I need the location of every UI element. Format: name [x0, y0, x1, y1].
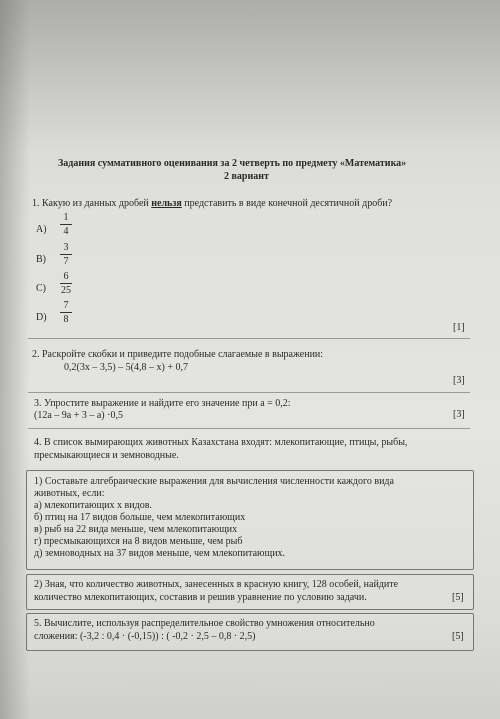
q1-option-c-label: C) [36, 283, 46, 294]
q4-part1-line1: 1) Составьте алгебраические выражения для вычисления численности каждого вида [34, 476, 394, 487]
q1-option-b-fraction [58, 242, 74, 267]
q1-text-after: представить в виде конечной десятичной дроби? [184, 198, 393, 209]
q1-option-b-label: B) [36, 254, 46, 265]
q3-expression: (12a – 9a + 3 – a) ·0,5 [34, 410, 123, 421]
q1-score: [1] [453, 322, 465, 333]
fraction-bar [60, 283, 72, 284]
q4-part2-score: [5] [452, 592, 464, 603]
variant-label: 2 вариант [224, 171, 269, 182]
q4-part1-item-a: а) млекопитающих x видов. [34, 500, 152, 511]
q1-emphasis: нельзя [151, 198, 182, 209]
q3-text: 3. Упростите выражение и найдите его значение при a = 0,2: [34, 398, 291, 409]
q1-option-a-denominator: 4 [63, 226, 69, 237]
q1-option-b-denominator: 7 [63, 256, 69, 267]
q1-option-c-numerator: 6 [63, 271, 69, 282]
q5-line2: сложения: (-3,2 : 0,4 · (-0,15)) : ( -0,2 · 2,5 – 0,8 · 2,5) [34, 631, 256, 642]
q4-part1-item-d: г) пресмыкающихся на 8 видов меньше, чем рыб [34, 536, 243, 547]
q4-part2-line2: количество млекопитающих, составив и решив уравнение по условию задачи. [34, 592, 367, 603]
q1-option-a-label: A) [36, 224, 47, 235]
q5-line1: 5. Вычислите, используя распределительное свойство умножения относительно [34, 618, 375, 629]
q4-part2-line1: 2) Зная, что количество животных, занесенных в красную книгу, 128 особей, найдите [34, 579, 399, 590]
q4-part1-item-c: в) рыб на 22 вида меньше, чем млекопитающих [34, 524, 238, 535]
q2-text: 2. Раскройте скобки и приведите подобные слагаемые в выражении: [32, 349, 324, 360]
q1-option-d-label: D) [36, 312, 47, 323]
q4-part1-item-e: д) земноводных на 37 видов меньше, чем млекопитающих. [34, 548, 286, 559]
divider [28, 392, 470, 393]
fraction-bar [60, 254, 72, 255]
fraction-bar [60, 312, 72, 313]
q1-text [32, 198, 392, 210]
fraction-bar [60, 224, 72, 225]
q1-option-a-fraction [58, 212, 74, 237]
q5-score: [5] [452, 631, 464, 642]
q1-option-a-numerator: 1 [63, 212, 69, 223]
q1-text-before: 1. Какую из данных дробей [32, 198, 149, 209]
photo-shadow-left [0, 0, 30, 719]
q4-part1-item-b: б) птиц на 17 видов больше, чем млекопитающих [34, 512, 246, 523]
q3-score: [3] [453, 409, 465, 420]
q4-part1-line2: животных, если: [34, 488, 105, 499]
q2-score: [3] [453, 375, 465, 386]
divider [28, 428, 470, 429]
q1-option-c-denominator: 25 [61, 285, 71, 296]
q1-option-d-fraction [58, 300, 74, 325]
q4-intro-line1: 4. В список вымирающих животных Казахстана входят: млекопитающие, птицы, рыбы, [34, 437, 408, 448]
q1-option-b-numerator: 3 [63, 242, 69, 253]
q1-option-c-fraction [58, 271, 74, 296]
q1-option-d-numerator: 7 [63, 300, 69, 311]
divider [28, 338, 470, 339]
q2-expression: 0,2(3x – 3,5) – 5(4,8 – x) + 0,7 [64, 362, 188, 373]
document-title: Задания суммативного оценивания за 2 четверть по предмету «Математика» [58, 158, 407, 169]
q1-option-d-denominator: 8 [63, 314, 69, 325]
photo-shadow-top [0, 0, 500, 150]
q4-intro-line2: пресмыкающиеся и земноводные. [34, 450, 179, 461]
